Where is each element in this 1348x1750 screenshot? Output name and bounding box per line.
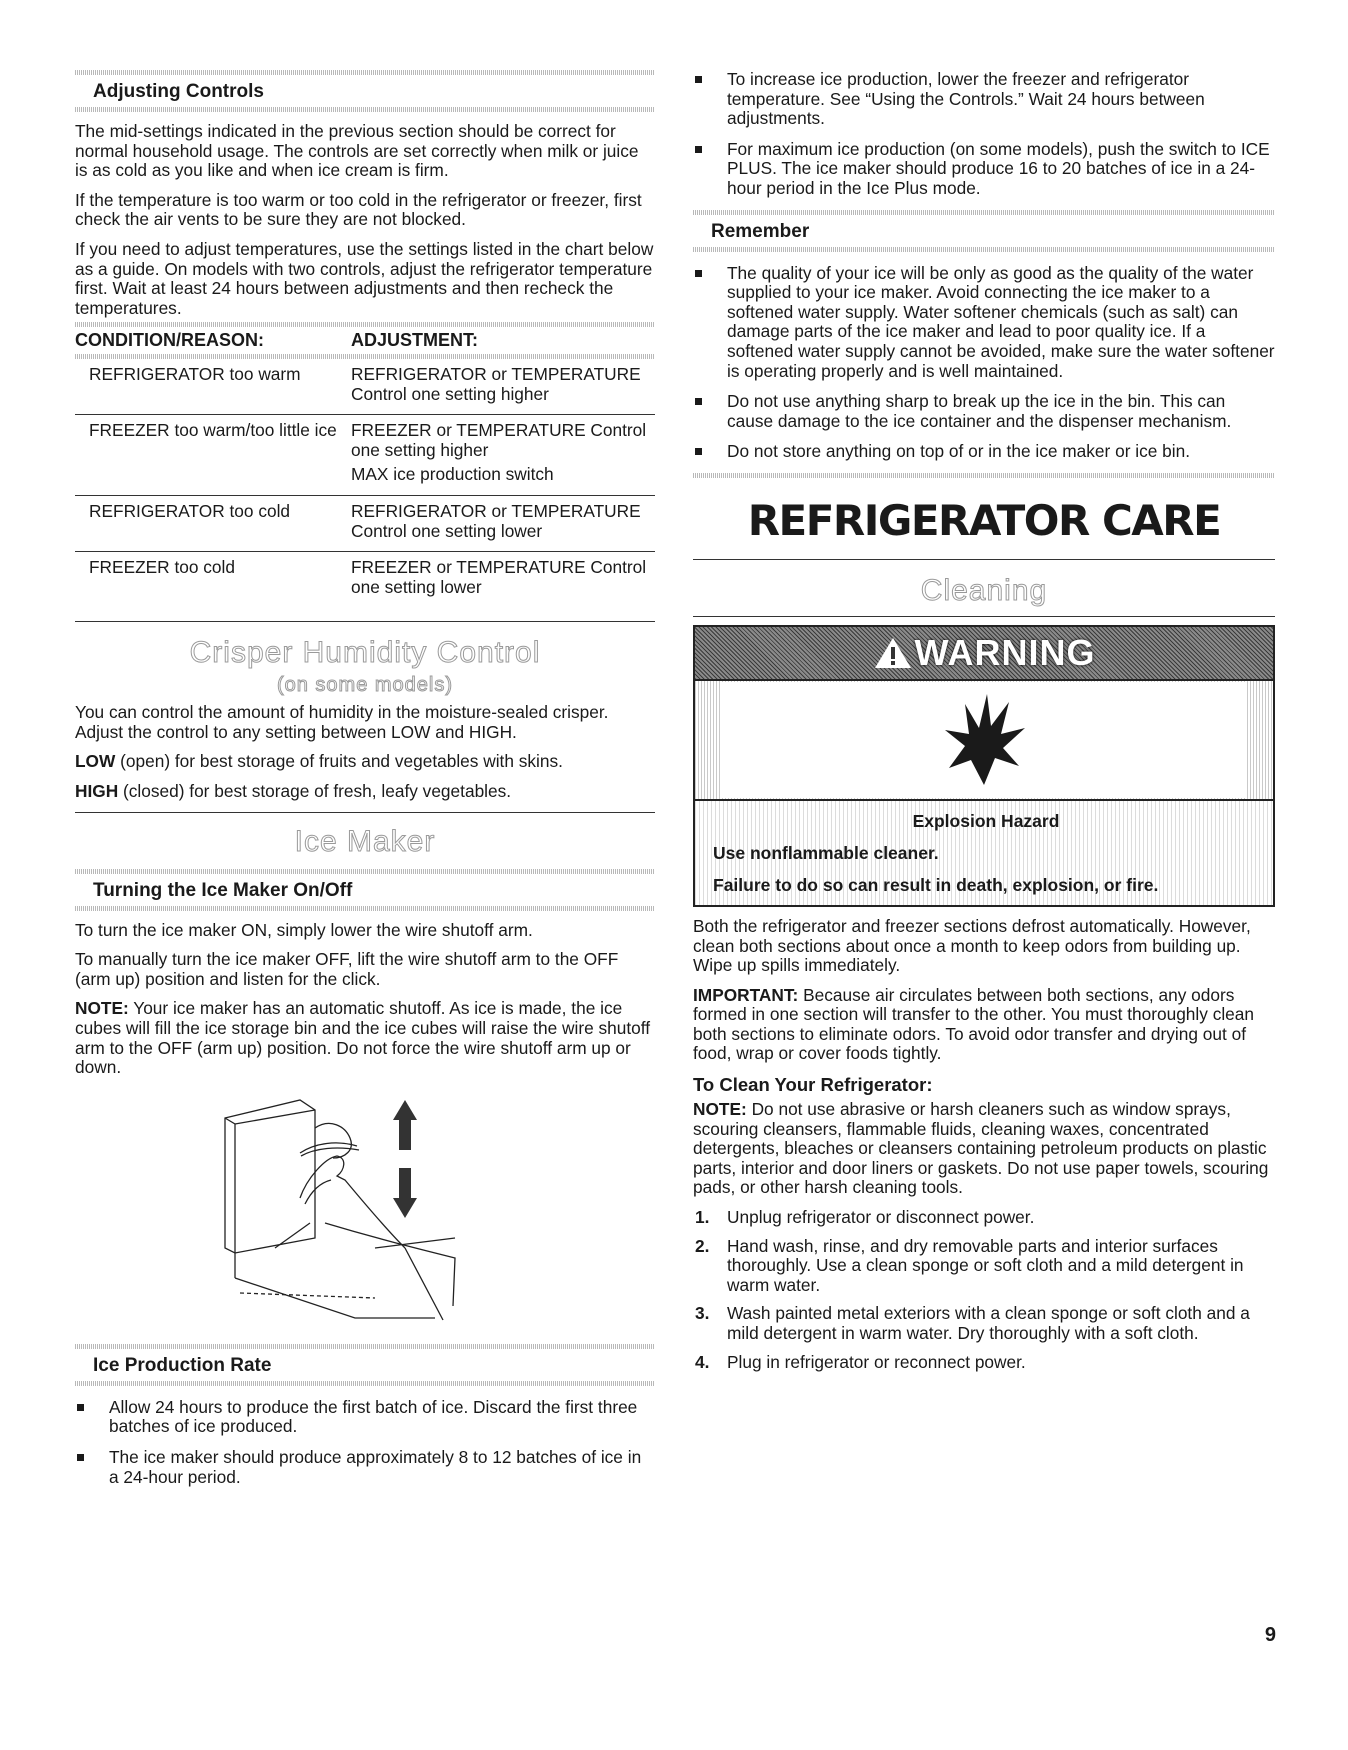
ice-maker-title: Ice Maker (294, 824, 436, 858)
paragraph: The mid-settings indicated in the previous section should be correct for normal household usage. The controls are set correctly when milk or juice is as cold as you like and when ice cream is firm. (75, 121, 639, 181)
section-divider (75, 107, 655, 112)
turning-ice-maker-heading: Turning the Ice Maker On/Off (93, 879, 353, 901)
chart-condition: REFRIGERATOR too cold (75, 495, 351, 551)
chart-adjustment (351, 415, 655, 496)
paragraph-high: HIGH (closed) for best storage of fresh, leafy vegetables. (75, 781, 512, 802)
cleaning-title: Cleaning (920, 573, 1048, 607)
warning-triangle-icon (873, 636, 913, 670)
chart-row (75, 359, 655, 415)
cleaning-steps (693, 1208, 1275, 1372)
list-item: Do not store anything on top of or in the ice maker or ice bin. (693, 442, 1275, 462)
cleaning-section (693, 917, 1275, 1372)
warning-box (693, 625, 1275, 907)
list-item: 2. Hand wash, rinse, and dry removable parts and interior surfaces thoroughly. Use a clean sponge or soft cloth and a mild detergent in warm water. (695, 1235, 1244, 1295)
ice-rate-list (75, 1398, 655, 1487)
section-divider (693, 473, 1275, 478)
section-rule (75, 621, 655, 622)
section-divider (75, 1381, 655, 1386)
chart-adjustment-extra: MAX ice production switch (351, 464, 554, 485)
section-divider (75, 906, 655, 911)
page-number: 9 (1264, 1624, 1276, 1646)
list-item: The ice maker should produce approximately 8 to 12 batches of ice in a 24-hour period. (75, 1448, 655, 1487)
warning-header (695, 627, 1273, 679)
list-item: Do not use anything sharp to break up the ice in the bin. This can cause damage to the ice container and the dispenser mechanism. (693, 392, 1275, 431)
paragraph: If the temperature is too warm or too cold in the refrigerator or freezer, first check the air vents to be sure they are not blocked. (75, 189, 642, 230)
ice-production-rate-heading: Ice Production Rate (93, 1354, 272, 1376)
section-rule (693, 616, 1275, 617)
chart-condition: REFRIGERATOR too warm (89, 363, 301, 384)
explosion-icon (939, 690, 1029, 790)
remember-heading: Remember (711, 220, 810, 242)
ice-maker-illustration (75, 1088, 655, 1324)
right-column (693, 70, 1275, 1381)
chart-row (75, 552, 655, 622)
list-item: For maximum ice production (on some models), push the switch to ICE PLUS. The ice maker should produce 16 to 20 batches of ice in a 24-hour period in the Ice Plus mode. (693, 140, 1275, 199)
section-rule (693, 559, 1275, 560)
crisper-subtitle: (on some models) (276, 674, 454, 697)
chart-header-condition: CONDITION/REASON: (75, 330, 264, 351)
list-item: To increase ice production, lower the freezer and refrigerator temperature. See “Using the Controls.” Wait 24 hours between adjustments. (693, 70, 1275, 129)
warning-label: WARNING (914, 631, 1096, 673)
bullet-icon (695, 146, 702, 153)
warning-line-1: Use nonflammable cleaner. (713, 842, 939, 863)
chart-header-adjustment: ADJUSTMENT: (351, 330, 479, 351)
list-item: 4. Plug in refrigerator or reconnect power. (695, 1351, 1026, 1372)
ice-rate-list-continued (693, 70, 1275, 199)
paragraph: To turn the ice maker ON, simply lower the wire shutoff arm. (75, 919, 533, 940)
left-column (75, 70, 655, 1498)
bullet-icon (77, 1404, 84, 1411)
chart-row (75, 415, 655, 496)
paragraph: Both the refrigerator and freezer sections defrost automatically. However, clean both sections about once a month to keep odors from building up. Wipe up spills immediately. (693, 915, 1251, 976)
list-item: The quality of your ice will be only as good as the quality of the water supplied to your ice maker. Avoid connecting the ice maker to a softened water supply. Water softener chemicals (such as salt) can damage parts of the ice maker and lead to poor quality ice. If a softened water supply cannot be avoided, make sure the water softener is operating properly and is well maintained. (693, 264, 1275, 382)
chart-adjustment: REFRIGERATOR or TEMPERATURE Control one setting higher (351, 363, 641, 404)
ice-maker-arm-drawing (75, 1088, 655, 1324)
paragraph-low: LOW (open) for best storage of fruits and vegetables with skins. (75, 751, 563, 772)
warning-image-band (695, 679, 1273, 801)
chart-row (75, 495, 655, 551)
list-item: Allow 24 hours to produce the first batch of ice. Discard the first three batches of ice produced. (75, 1398, 655, 1437)
list-item: 1. Unplug refrigerator or disconnect power. (695, 1207, 1035, 1228)
bullet-icon (77, 1454, 84, 1461)
chart-condition: FREEZER too cold (75, 552, 351, 622)
chart-adjustment: FREEZER or TEMPERATURE Control one setting lower (351, 552, 655, 622)
remember-list (693, 264, 1275, 462)
adjusting-controls-heading: Adjusting Controls (93, 81, 264, 102)
warning-line-2: Failure to do so can result in death, explosion, or fire. (713, 874, 1159, 895)
bullet-icon (695, 270, 702, 277)
clean-refrigerator-subheading: To Clean Your Refrigerator: (693, 1074, 933, 1096)
paragraph: If you need to adjust temperatures, use the settings listed in the chart below as a guide. On models with two controls, adjust the refrigerator temperature first. Wait at least 24 hours between adjustments and then recheck the temperatures. (75, 238, 654, 318)
paragraph: You can control the amount of humidity in the moisture-sealed crisper. Adjust the control to any setting between LOW and HIGH. (75, 702, 609, 742)
chart-adjustment: REFRIGERATOR or TEMPERATURE Control one setting lower (351, 495, 655, 551)
section-divider (693, 247, 1275, 252)
warning-hazard: Explosion Hazard (912, 810, 1060, 831)
paragraph: To manually turn the ice maker OFF, lift the wire shutoff arm to the OFF (arm up) position and listen for the click. (75, 949, 619, 989)
list-item: 3. Wash painted metal exteriors with a clean sponge or soft cloth and a mild detergent in warm water. Dry thoroughly with a soft cloth. (695, 1303, 1250, 1343)
crisper-title: Crisper Humidity Control (189, 636, 541, 670)
bullet-icon (695, 398, 702, 405)
adjustment-chart (75, 327, 655, 621)
bullet-icon (695, 448, 702, 455)
paragraph-note: NOTE: Your ice maker has an automatic shutoff. As ice is made, the ice cubes will fill the ice storage bin and the ice cubes will raise the wire shutoff arm to the OFF (arm up) position. Do not force the wire shutoff arm up or down. (75, 998, 651, 1078)
warning-text (695, 801, 1273, 905)
bullet-icon (695, 76, 702, 83)
chart-adjustment-text: FREEZER or TEMPERATURE Control one setting higher (351, 420, 647, 460)
paragraph-note: NOTE: Do not use abrasive or harsh cleaners such as window sprays, scouring cleansers, flammable fluids, cleaning waxes, concentrated detergents, bleaches or cleansers containing petroleum products on plastic parts, interior and door liners or gaskets. Do not use paper towels, scouring pads, or other harsh cleaning tools. (693, 1099, 1269, 1198)
paragraph-important: IMPORTANT: Because air circulates between both sections, any odors formed in one section will transfer to the other. You must thoroughly clean both sections to eliminate odors. To avoid odor transfer and drying out of food, wrap or cover foods tightly. (693, 984, 1255, 1064)
section-rule (75, 812, 655, 813)
refrigerator-care-title: REFRIGERATOR CARE (747, 495, 1221, 545)
chart-condition: FREEZER too warm/too little ice (75, 415, 351, 496)
